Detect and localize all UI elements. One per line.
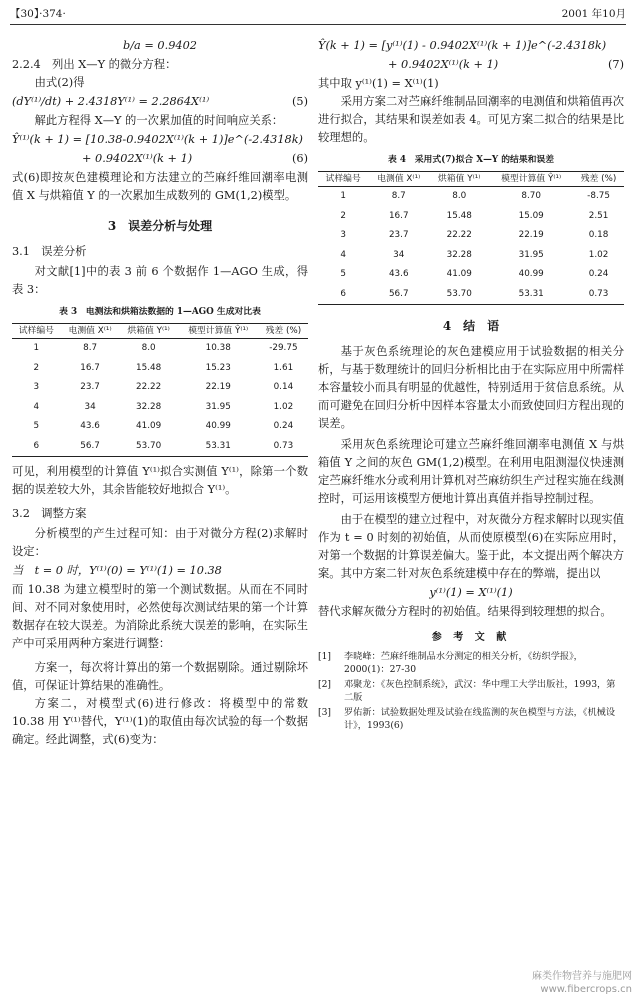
table-cell: 3 [33, 382, 40, 392]
table-cell: 53.31 [489, 285, 573, 305]
reference-text: 李晓峰：苎麻纤维制品水分测定的相关分析，《纺织学报》，2000(1)：27-30 [344, 651, 583, 675]
paragraph: 分析模型的产生过程可知：由于对微分方程(2)求解时设定： [12, 527, 308, 558]
table-cell: 1 [33, 343, 40, 353]
table-cell: 41.09 [136, 421, 162, 431]
header-date: 2001 年10月 [561, 8, 626, 20]
reference-text: 邓聚龙：《灰色控制系统》，武汉：华中理工大学出版社，1993，第二版 [344, 679, 616, 703]
watermark-url: www.fibercrops.cn [540, 984, 632, 995]
table-header: 模型计算值 Ŷ⁽¹⁾ [489, 172, 573, 187]
left-column [12, 36, 308, 749]
table-cell: 23.7 [388, 230, 409, 240]
table-cell: 8.0 [141, 343, 156, 353]
equation-5 [12, 93, 308, 111]
table-cell: 32.28 [136, 401, 162, 412]
table-header: 电测值 X⁽¹⁾ [61, 324, 120, 339]
table-cell: 1.61 [273, 362, 294, 373]
paragraph: 解此方程得 X—Y 的一次累加值的时间响应关系： [34, 114, 284, 127]
table-header: 烘箱值 Y⁽¹⁾ [120, 324, 178, 339]
equation-5-number: (5) [291, 95, 308, 108]
header-page-number: 【30】·374· [10, 8, 66, 20]
table-header: 电测值 X⁽¹⁾ [368, 172, 429, 187]
table-cell: 23.7 [80, 382, 100, 392]
reference-number: [3] [318, 707, 332, 718]
table-cell: 0.24 [273, 421, 294, 431]
reference-item [318, 650, 624, 676]
table-3-caption: 表 3 电测法和烘箱法数据的 1—AGO 生成对比表 [59, 307, 261, 317]
paragraph: 基于灰色系统理论的灰色建模应用于试验数据的相关分析，与基于数理统计的回归分析相比由于在实际应用中所需样本容量较小而具有明显的优越性，特别适用于贫信息系统。从而可避免在回归分析中因样本容量太小而致使回归方程出现的误差。 [318, 345, 624, 430]
table-row [12, 417, 308, 437]
table-cell: 4 [340, 249, 346, 260]
table-cell: 41.09 [446, 269, 472, 279]
paragraph: 其中取 y⁽¹⁾(1) = X⁽¹⁾(1) [318, 77, 439, 90]
table-cell: 56.7 [61, 437, 120, 457]
equation-5-body: (dY⁽¹⁾/dt) + 2.4318Y⁽¹⁾ = 2.2864X⁽¹⁾ [12, 95, 210, 108]
table-4 [318, 171, 624, 305]
equation-initial-condition: 当 t = 0 时，Y⁽¹⁾(0) = Y⁽¹⁾(1) = 10.38 [12, 564, 222, 577]
table-cell: 8.70 [521, 191, 541, 201]
equation-6-line2: + 0.9402X⁽¹⁾(k + 1) [82, 152, 193, 165]
table-cell: 15.09 [518, 210, 544, 221]
table-cell: 32.28 [446, 249, 472, 260]
equation-initial-value: y⁽¹⁾(1) = X⁽¹⁾(1) [429, 586, 513, 599]
paragraph: 方案一，每次将计算出的第一个数据剔除。通过剔除坏值，可保证计算结果的准确性。 [12, 661, 308, 692]
equation-7-number: (7) [607, 58, 624, 71]
table-cell: 16.7 [80, 362, 100, 373]
table-cell: 15.48 [136, 362, 162, 373]
paragraph: 而 10.38 为建立模型时的第一个测试数据。从而在不同时间、对不同对象使用时，必然使每次测试结果的第一个计算数据存在较大误差。为消除此系统大误差的影响，在实际生产中可采用两种方案进行调整： [12, 583, 308, 650]
equation-6-line1: Ŷ⁽¹⁾(k + 1) = [10.38-0.9402X⁽¹⁾(k + 1)]e^(-2.4318k) [12, 133, 303, 146]
table-cell: 31.95 [518, 249, 544, 260]
equation-7-cont [318, 56, 624, 74]
table-cell: 4 [33, 401, 40, 412]
table-cell: 1.02 [273, 401, 294, 412]
subsection-2-2-4: 2.2.4 列出 X—Y 的微分方程： [12, 58, 177, 71]
references-heading: 参 考 文 献 [431, 632, 511, 643]
table-cell: -8.75 [587, 191, 610, 201]
reference-number: [1] [318, 651, 332, 662]
table-header: 残差 (%) [259, 324, 308, 339]
paragraph: 方案二，对模型式(6)进行修改：将模型中的常数 10.38 用 Y⁽¹⁾替代，Y⁽¹⁾(1)的取值由每次试验的每一个数据确定。经此调整，式(6)变为： [12, 697, 308, 746]
table-cell: 1 [340, 191, 346, 201]
paragraph: 替代求解灰微分方程时的初始值。结果得到较理想的拟合。 [318, 605, 612, 618]
table-header: 烘箱值 Y⁽¹⁾ [429, 172, 489, 187]
table-row [12, 339, 308, 359]
table-row [318, 285, 624, 305]
paragraph: 对文献[1]中的表 3 前 6 个数据作 1—AGO 生成，得表 3： [12, 265, 308, 296]
table-row [12, 378, 308, 398]
table-cell: 2.51 [588, 210, 609, 221]
running-header [10, 6, 626, 25]
table-cell: 2 [340, 210, 346, 221]
table-row [12, 398, 308, 418]
paragraph: 采用灰色系统理论可建立苎麻纤维回潮率电测值 X 与烘箱值 Y 之间的灰色 GM(1,2)模型。在利用电阻测湿仪快速测定苎麻纤维水分或利用计算机对苎麻纺织生产过程实施在线测控时，可运用该模型方便地计算出真值并指导控制过程。 [318, 438, 624, 505]
table-cell: 0.18 [588, 230, 609, 240]
table-header: 试样编号 [12, 324, 61, 339]
reference-item [318, 678, 624, 704]
paragraph: 由式(2)得 [34, 76, 85, 89]
references-list [318, 650, 624, 732]
table-3-header-row [12, 324, 308, 339]
paragraph: 式(6)即按灰色建模理论和方法建立的苎麻纤维回潮率电测值 X 与烘箱值 Y 的一次累加生成数列的 GM(1,2)模型。 [12, 171, 308, 202]
table-header: 试样编号 [318, 172, 368, 187]
equation-7-line1: Ŷ(k + 1) = [y⁽¹⁾(1) - 0.9402X⁽¹⁾(k + 1)]e^(-2.4318k) [318, 39, 607, 52]
table-cell: 40.99 [205, 421, 231, 431]
section-heading-3: 3 误差分析与处理 [107, 219, 213, 233]
table-cell: 56.7 [368, 285, 429, 305]
table-row [318, 265, 624, 285]
table-cell: 43.6 [80, 421, 100, 431]
table-cell: 8.7 [391, 191, 406, 201]
table-cell: 2 [33, 362, 40, 373]
table-cell: 1.02 [588, 249, 609, 260]
subsection-3-2: 3.2 调整方案 [12, 507, 87, 520]
table-cell: 53.70 [120, 437, 178, 457]
reference-number: [2] [318, 679, 332, 690]
reference-text: 罗佑新：试验数据处理及试验在线监测的灰色模型与方法，《机械设计》，1993(6) [344, 707, 616, 731]
table-cell: 0.14 [273, 382, 294, 392]
table-cell: 34 [84, 401, 96, 412]
table-cell: 15.48 [446, 210, 472, 221]
table-cell: 6 [318, 285, 368, 305]
table-row [12, 359, 308, 379]
table-cell: 15.23 [205, 362, 231, 373]
table-cell: 34 [393, 249, 405, 260]
table-cell: 10.38 [205, 343, 231, 353]
table-header: 残差 (%) [573, 172, 624, 187]
table-cell: -29.75 [269, 343, 298, 353]
table-cell: 8.0 [452, 191, 467, 201]
equation-7-line2: + 0.9402X⁽¹⁾(k + 1) [388, 58, 499, 71]
table-4-header-row [318, 172, 624, 187]
watermark-name: 麻类作物营养与施肥网 [532, 971, 632, 982]
right-column [318, 36, 624, 734]
equation-6-cont [12, 150, 308, 168]
table-row [318, 226, 624, 246]
paragraph: 由于在模型的建立过程中，对灰微分方程求解时以现实值作为 t = 0 时刻的初始值，从而使原模型(6)在实际应用时，对第一个数据的计算误差偏大。鉴于此，本文提出两个解决方案。其中方案二针对灰色系统建模中存在的弊端，提出以 [318, 513, 624, 580]
table-cell: 40.99 [518, 269, 544, 279]
section-heading-4: 4 结 语 [442, 319, 500, 333]
table-cell: 6 [12, 437, 61, 457]
table-row [12, 437, 308, 457]
paragraph: 采用方案二对苎麻纤维制品回潮率的电测值和烘箱值再次进行拟合，其结果和误差如表 4。可见方案二拟合的结果是比较理想的。 [318, 95, 624, 144]
table-row [318, 246, 624, 266]
table-header: 模型计算值 Ŷ⁽¹⁾ [178, 324, 259, 339]
table-3 [12, 323, 308, 457]
table-row [318, 187, 624, 207]
subsection-3-1: 3.1 误差分析 [12, 245, 87, 258]
table-cell: 22.19 [205, 382, 231, 392]
table-cell: 5 [33, 421, 40, 431]
table-4-caption: 表 4 采用式(7)拟合 X—Y 的结果和误差 [387, 155, 555, 165]
table-cell: 22.19 [518, 230, 544, 240]
table-cell: 53.31 [178, 437, 259, 457]
table-cell: 8.7 [83, 343, 98, 353]
table-cell: 0.73 [573, 285, 624, 305]
table-cell: 3 [340, 230, 346, 240]
table-cell: 31.95 [205, 401, 231, 412]
table-cell: 22.22 [136, 382, 162, 392]
equation-6 [12, 131, 308, 149]
equation-6-number: (6) [291, 152, 308, 165]
table-cell: 16.7 [388, 210, 409, 221]
table-cell: 22.22 [446, 230, 472, 240]
equation-ratio: b/a = 0.9402 [123, 39, 197, 52]
reference-item [318, 706, 624, 732]
table-cell: 5 [340, 269, 346, 279]
equation-7 [318, 37, 624, 55]
watermark [532, 970, 632, 996]
table-cell: 53.70 [429, 285, 489, 305]
table-cell: 0.73 [259, 437, 308, 457]
table-row [318, 207, 624, 227]
table-cell: 43.6 [388, 269, 409, 279]
table-cell: 0.24 [588, 269, 609, 279]
paragraph: 可见，利用模型的计算值 Y⁽¹⁾拟合实测值 Y⁽¹⁾，除第一个数据的误差较大外，其余皆能较好地拟合 Y⁽¹⁾。 [12, 465, 308, 496]
